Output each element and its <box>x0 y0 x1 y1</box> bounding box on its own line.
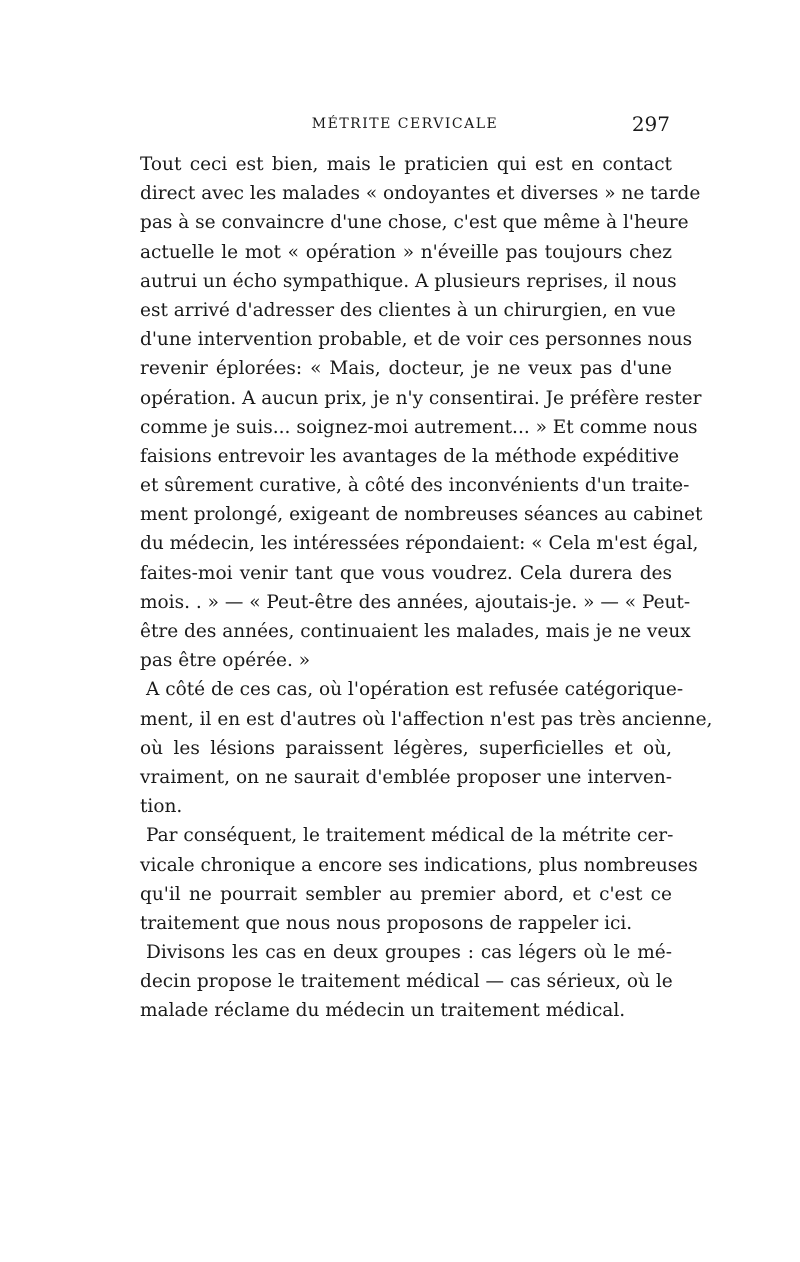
text-line: mois. . » — « Peut-être des années, ajoutais-je. » — « Peut- <box>140 591 691 613</box>
paragraph <box>140 150 703 675</box>
text-line: où les lésions paraissent légères, superficielles et où, <box>140 737 672 759</box>
text-line: tion. <box>140 796 183 818</box>
paragraph <box>140 821 698 938</box>
text-line: du médecin, les intéressées répondaient: « Cela m'est égal, <box>140 533 699 555</box>
text-line: ment prolongé, exigeant de nombreuses séances au cabinet <box>140 504 703 526</box>
text-line: actuelle le mot « opération » n'éveille pas toujours chez <box>140 241 672 263</box>
text-line: faites-moi venir tant que vous voudrez. Cela durera des <box>140 562 672 584</box>
text-line: pas à se convaincre d'une chose, c'est que même à l'heure <box>140 212 689 234</box>
text-line: direct avec les malades « ondoyantes et diverses » ne tarde <box>140 183 701 205</box>
paragraph <box>140 675 713 821</box>
body-text <box>140 150 713 1026</box>
text-line: traitement que nous nous proposons de rappeler ici. <box>140 912 633 934</box>
text-line: est arrivé d'adresser des clientes à un chirurgien, en vue <box>140 299 676 321</box>
text-line: être des années, continuaient les malades, mais je ne veux <box>140 621 691 642</box>
text-line: vicale chronique a encore ses indications, plus nombreuses <box>140 854 698 876</box>
text-line: malade réclame du médecin un traitement médical. <box>140 1000 626 1022</box>
running-title: MÉTRITE CERVICALE <box>311 116 499 132</box>
page-number: 297 <box>631 112 670 136</box>
text-line: Divisons les cas en deux groupes : cas légers où le mé- <box>146 942 672 964</box>
running-head <box>140 112 670 140</box>
text-line: d'une intervention probable, et de voir ces personnes nous <box>140 329 693 351</box>
text-line: Par conséquent, le traitement médical de la métrite cer- <box>146 825 674 847</box>
text-line: opération. A aucun prix, je n'y consentirai. Je préfère rester <box>140 387 702 409</box>
paragraph <box>140 938 672 1026</box>
text-line: pas être opérée. » <box>140 650 311 672</box>
text-line: ment, il en est d'autres où l'affection n'est pas très ancienne, <box>140 708 713 730</box>
text-line: vraiment, on ne saurait d'emblée proposer une interven- <box>140 766 672 788</box>
text-line: faisions entrevoir les avantages de la méthode expéditive <box>140 445 680 467</box>
text-line: Tout ceci est bien, mais le praticien qui est en contact <box>140 154 672 175</box>
text-line: comme je suis... soignez-moi autrement... » Et comme nous <box>140 416 698 438</box>
text-line: et sûrement curative, à côté des inconvénients d'un traite- <box>140 475 690 497</box>
text-line: qu'il ne pourrait sembler au premier abord, et c'est ce <box>140 883 672 905</box>
text-line: autrui un écho sympathique. A plusieurs reprises, il nous <box>140 270 677 292</box>
text-line: revenir éplorées: « Mais, docteur, je ne veux pas d'une <box>140 358 672 380</box>
text-line: A côté de ces cas, où l'opération est refusée catégorique- <box>146 679 684 701</box>
text-line: decin propose le traitement médical — cas sérieux, où le <box>140 971 673 993</box>
